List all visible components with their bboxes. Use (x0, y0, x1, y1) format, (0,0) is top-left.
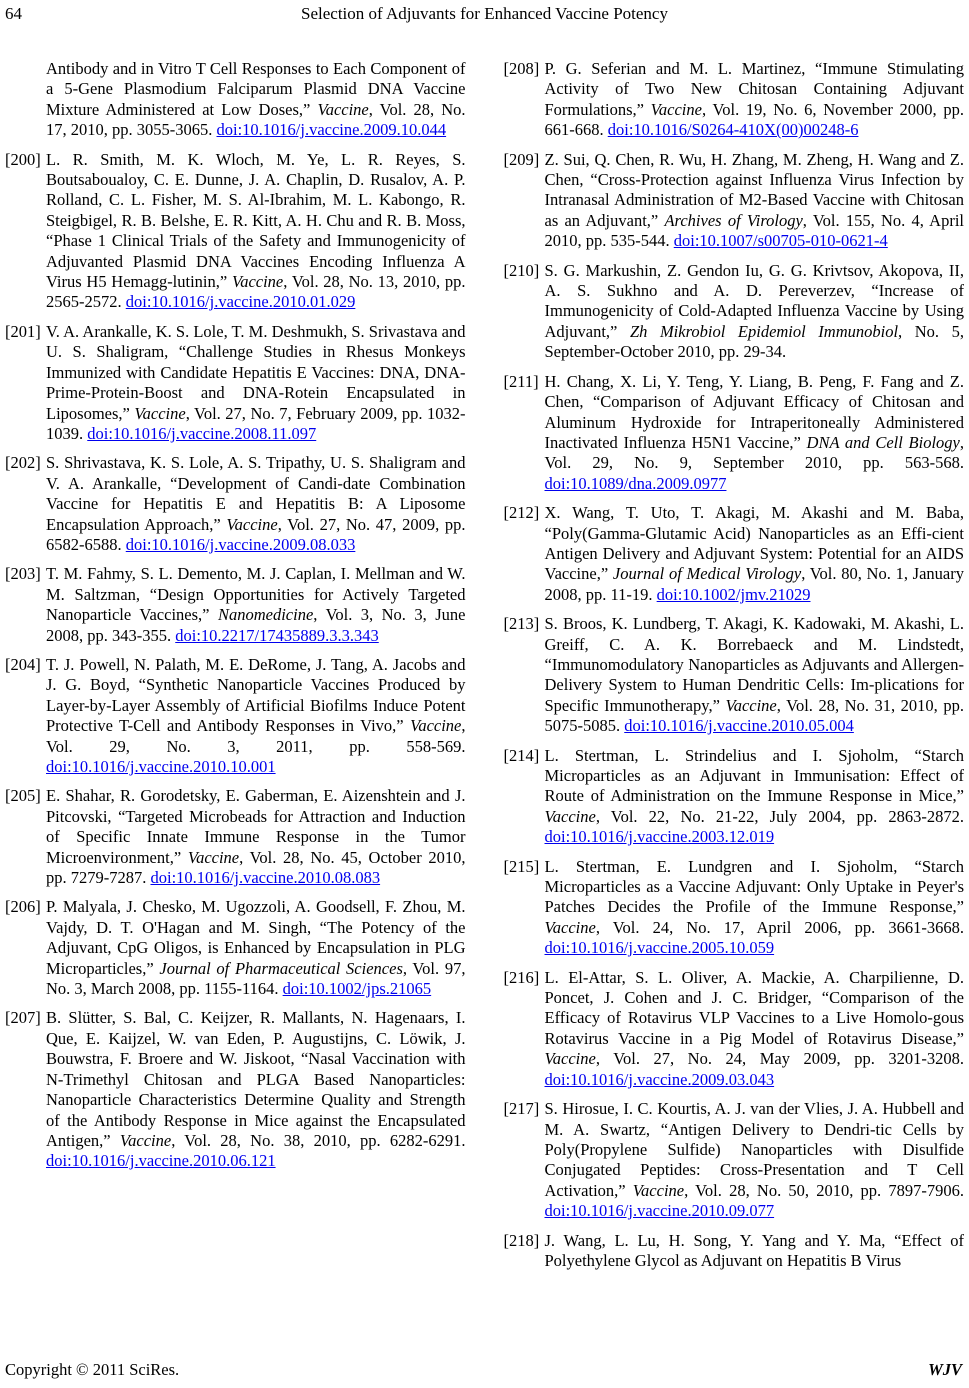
journal-name: Vaccine (226, 514, 278, 534)
citation-text: L. R. Smith, M. K. Wloch, M. Ye, L. R. Reyes, S. Boutsaboualoy, C. E. Dunne, J. A. Chaplin, D. Rusalov, A. P. Rolland, C. L. Fisher, M. S. Al-Ibrahim, M. L. Kabongo, R. Steigbigel, R. B. Belshe, E. R. Kitt, A. H. Chu and R. B. Moss, “Phase 1 Clinical Trials of the Safety and Immunogenicity of Adjuvanted Plasmid DNA Vaccines Encoding Influenza A Virus H5 Hemagg-lutinin,” (46, 149, 466, 292)
citation-text: , Vol. 155, No. 4, April 2010, pp. 535-544. (544, 210, 964, 251)
citation-text: H. Chang, X. Li, Y. Teng, Y. Liang, B. Peng, F. Fang and Z. Chen, “Comparison of Adjuvant Efficacy of Chitosan and Aluminum Hydroxide for Intraperitoneally Administered Inactivated Influenza H5N1 Vaccine,” (544, 371, 964, 452)
reference-number: [210] (503, 260, 540, 280)
citation-text: , Vol. 3, No. 3, June 2008, pp. 343-355. (46, 605, 466, 645)
journal-name: Vaccine (650, 99, 702, 119)
reference-item (504, 746, 965, 848)
citation-text: , Vol. 27, No. 24, May 2009, pp. 3201-3208. (595, 1049, 964, 1069)
journal-name: Vaccine (187, 847, 240, 867)
journal-name: Vaccine (317, 99, 369, 119)
citation-text: , Vol. 29, No. 9, September 2010, pp. 563-568. (544, 432, 964, 473)
doi-link[interactable]: doi:10.1016/j.vaccine.2008.11.097 (87, 423, 317, 443)
citation-text: X. Wang, T. Uto, T. Akagi, M. Akashi and M. Baba, “Poly(Gamma-Glutamic Acid) Nanoparticles as an Effi-cient Antigen Delivery and Adjuvant System: Potential for an AIDS Vaccine,” (544, 503, 964, 584)
reference-number: [209] (503, 149, 540, 169)
journal-name: Vaccine (119, 1130, 172, 1150)
doi-link[interactable]: doi:10.1089/dna.2009.0977 (544, 473, 727, 493)
reference-number: [205] (5, 786, 41, 806)
reference-item-continuation (5, 59, 466, 141)
journal-name: Vaccine (231, 272, 284, 292)
reference-text (46, 59, 466, 139)
citation-text: J. Wang, L. Lu, H. Song, Y. Yang and Y. Ma, “Effect of Polyethylene Glycol as Adjuvant on Hepatitis B Virus (544, 1230, 964, 1270)
reference-number: [200] (5, 149, 41, 169)
reference-item (504, 503, 965, 605)
journal-name: Nanomedicine (217, 605, 314, 625)
doi-link[interactable]: doi:10.1002/jps.21065 (282, 979, 432, 999)
journal-name: Vaccine (410, 716, 462, 736)
references-section (5, 59, 964, 1280)
doi-link[interactable]: doi:10.1002/jmv.21029 (656, 584, 811, 604)
citation-text: , Vol. 29, No. 3, 2011, pp. 558-569. (46, 716, 466, 756)
citation-text: P. G. Seferian and M. L. Martinez, “Immune Stimulating Activity of Two New Chitosan Containing Adjuvant Formulations,” (544, 59, 964, 119)
citation-text: , Vol. 22, No. 21-22, July 2004, pp. 2863-2872. (595, 806, 964, 826)
page-number: 64 (5, 4, 22, 23)
reference-item (5, 150, 466, 313)
journal-abbreviation: WJV (928, 1360, 962, 1379)
page-header (5, 4, 964, 26)
citation-text: V. A. Arankalle, K. S. Lole, T. M. Deshmukh, S. Srivastava and U. S. Shaligram, “Challenge Studies in Rhesus Monkeys Immunized with Candidate Hepatitis E Vaccines: DNA, DNA-Prime-Protein-Boost and DNA-Rotein Encapsulated in Liposomes,” (46, 321, 466, 423)
reference-text (46, 453, 466, 554)
reference-text (545, 150, 965, 251)
citation-text: , Vol. 19, No. 6, November 2000, pp. 661-668. (544, 99, 964, 140)
reference-number: [201] (5, 321, 41, 341)
citation-text: T. M. Fahmy, S. L. Demento, M. J. Caplan, I. Mellman and W. M. Saltzman, “Design Opportunities for Actively Targeted Nanoparticle Vaccines,” (46, 564, 466, 625)
reference-item (504, 59, 965, 141)
citation-text: , Vol. 28, No. 17, 2010, pp. 3055-3065. (46, 99, 466, 140)
reference-item (5, 453, 466, 555)
citation-text: Z. Sui, Q. Chen, R. Wu, H. Zhang, M. Zheng, H. Wang and Z. Chen, “Cross-Protection against Influenza Virus Infection by Intranasal Administration of M2-Based Vaccine with Chitosan as an Adjuvant,” (544, 149, 964, 230)
reference-item (5, 564, 466, 646)
reference-text (545, 261, 965, 362)
citation-text: , Vol. 80, No. 1, January 2008, pp. 11-19. (544, 564, 964, 604)
reference-number: [216] (503, 967, 540, 987)
citation-text: T. J. Powell, N. Palath, M. E. DeRome, J. Tang, A. Jacobs and J. G. Boyd, “Synthetic Nanoparticle Vaccines Produced by Layer-by-Layer Assembly of Artificial Biofilms Induce Potent Protective T-Cell and Antibody Responses in Vivo,” (46, 654, 466, 736)
reference-item (504, 261, 965, 363)
doi-link[interactable]: doi:10.1016/j.vaccine.2010.06.121 (46, 1151, 276, 1171)
citation-text: , Vol. 27, No. 47, 2009, pp. 6582-6588. (46, 514, 466, 554)
journal-name: Vaccine (134, 403, 186, 423)
citation-text: L. El-Attar, S. L. Oliver, A. Mackie, A. Charpilienne, D. Poncet, J. Cohen and J. C. Bridger, “Comparison of the Efficacy of Rotavirus VLP Vaccines to a Live Homolo-gous Rotavirus Vaccine in a Pig Model of Rotavirus Disease,” (544, 967, 964, 1048)
journal-name: Vaccine (632, 1180, 685, 1200)
reference-text (545, 372, 965, 493)
reference-item (504, 372, 965, 494)
citation-text: S. Hirosue, I. C. Kourtis, A. J. van der Vlies, J. A. Hubbell and M. A. Swartz, “Antigen Delivery to Dendri-tic Cells by Poly(Propylene Sulfide) Nanoparticles with Disulfide Conjugated Peptides: Cross-Presentation and T Cell Activation,” (544, 1099, 964, 1200)
reference-text (46, 897, 466, 998)
reference-text (46, 150, 466, 312)
citation-text: , Vol. 28, No. 31, 2010, pp. 5075-5085. (544, 695, 964, 736)
citation-text: , Vol. 28, No. 13, 2010, pp. 2565-2572. (46, 272, 466, 312)
journal-name: Archives of Virology (664, 210, 803, 230)
reference-item (5, 786, 466, 888)
doi-link[interactable]: doi:10.1016/j.vaccine.2009.03.043 (544, 1069, 775, 1089)
reference-item (5, 1008, 466, 1171)
citation-text: S. Broos, K. Lundberg, T. Akagi, K. Kadowaki, M. Akashi, L. Greiff, C. A. K. Borrebaeck and M. Lindstedt, “Immunomodulatory Nanoparticles as Adjuvants and Allergen-Delivery System to Human Dendritic Cells: Im-plications for Specific Immunotherapy,” (544, 614, 964, 715)
reference-text (545, 59, 965, 139)
reference-text (545, 1231, 965, 1270)
citation-text: B. Slütter, S. Bal, C. Keijzer, R. Mallants, N. Hagenaars, I. Que, E. Kaijzel, W. van Eden, P. Augustijns, C. Löwik, J. Bouwstra, F. Broere and W. Jiskoot, “Nasal Vaccination with N-Trimethyl Chitosan and PLGA Based Nanoparticles: Nanoparticle Characteristics Determine Quality and Strength of the Antibody Response in Mice against the Encapsulated Antigen,” (46, 1008, 466, 1150)
reference-number: [204] (5, 654, 41, 674)
reference-item (5, 897, 466, 999)
reference-item (5, 322, 466, 444)
doi-link[interactable]: doi:10.1016/j.vaccine.2010.05.004 (624, 716, 854, 736)
citation-text: , Vol. 24, No. 17, April 2006, pp. 3661-3668. (595, 917, 964, 937)
reference-item (504, 857, 965, 959)
reference-text (545, 614, 965, 735)
journal-name: Vaccine (544, 806, 596, 826)
reference-text (545, 857, 965, 958)
citation-text: L. Stertman, E. Lundgren and I. Sjoholm, “Starch Microparticles as a Vaccine Adjuvant: Only Uptake in Peyer's Patches Decides the Profile of the Immune Response,” (544, 856, 964, 917)
citation-text: , Vol. 97, No. 3, March 2008, pp. 1155-1164. (46, 958, 466, 999)
doi-link[interactable]: doi:10.1016/j.vaccine.2009.10.044 (216, 120, 447, 140)
journal-name: Vaccine (725, 695, 777, 715)
reference-text (46, 322, 466, 443)
reference-item (504, 968, 965, 1090)
journal-name: Zh Mikrobiol Epidemiol Immunobiol (629, 321, 899, 341)
reference-number: [206] (5, 897, 41, 917)
reference-item (504, 150, 965, 252)
citation-text: , Vol. 28, No. 50, 2010, pp. 7897-7906. (684, 1180, 964, 1200)
doi-link[interactable]: doi:10.1016/j.vaccine.2010.08.083 (150, 868, 381, 888)
reference-item (504, 1099, 965, 1221)
reference-item (504, 1231, 965, 1272)
reference-number: [202] (5, 453, 41, 473)
reference-text (46, 655, 466, 776)
reference-number: [217] (503, 1099, 540, 1119)
doi-link[interactable]: doi:10.1016/j.vaccine.2005.10.059 (544, 938, 775, 958)
citation-text: L. Stertman, L. Strindelius and I. Sjoholm, “Starch Microparticles as an Adjuvant in Immunisation: Effect of Route of Administration on the Immune Response in Mice,” (544, 745, 964, 806)
citation-text: , Vol. 27, No. 7, February 2009, pp. 1032-1039. (46, 403, 466, 443)
doi-link[interactable]: doi:10.1016/S0264-410X(00)00248-6 (607, 120, 859, 140)
journal-name: Vaccine (544, 1049, 596, 1069)
reference-text (46, 786, 466, 887)
citation-text: E. Shahar, R. Gorodetsky, E. Gaberman, E. Aizenshtein and J. Pitcovski, “Targeted Microbeads for Attraction and Induction of Specific Innate Immune Response in the Tumor Microenvironment,” (46, 786, 466, 867)
references-column-left (5, 59, 466, 1181)
doi-link[interactable]: doi:10.1016/j.vaccine.2010.10.001 (46, 757, 276, 776)
page-footer (5, 1360, 962, 1380)
journal-name: Journal of Pharmaceutical Sciences (159, 958, 403, 978)
reference-number: [212] (503, 503, 540, 523)
doi-link[interactable]: doi:10.1016/j.vaccine.2009.08.033 (125, 534, 356, 554)
copyright-notice: Copyright © 2011 SciRes. (5, 1360, 180, 1379)
reference-number: [215] (503, 856, 540, 876)
citation-text: , No. 5, September-October 2010, pp. 29-34. (544, 321, 964, 362)
journal-name: Journal of Medical Virology (612, 564, 802, 584)
doi-link[interactable]: doi:10.2217/17435889.3.3.343 (175, 625, 379, 645)
reference-number: [211] (503, 371, 539, 391)
citation-text: , Vol. 28, No. 45, October 2010, pp. 7279-7287. (46, 847, 466, 888)
citation-text: Antibody and in Vitro T Cell Responses to Each Component of a 5-Gene Plasmodium Falciparum Plasmid DNA Vaccine Mixture Administered at Low Doses,” (46, 59, 466, 119)
doi-link[interactable]: doi:10.1016/j.vaccine.2010.09.077 (544, 1201, 775, 1221)
reference-number: [218] (503, 1230, 540, 1250)
citation-text: S. G. Markushin, Z. Gendon Iu, G. G. Krivtsov, Akopova, II, A. S. Sukhno and A. D. Pereverzev, “Increase of Immunogenicity of Cold-Adapted Influenza Vaccine by Using Adjuvant,” (544, 260, 964, 341)
citation-text: S. Shrivastava, K. S. Lole, A. S. Tripathy, U. S. Shaligram and V. A. Arankalle, “Development of Candi-date Combination Vaccine for Hepatitis E and Hepatitis B: A Liposome Encapsulation Approach,” (46, 453, 466, 534)
reference-number: [207] (5, 1008, 41, 1028)
reference-text (545, 1099, 965, 1220)
reference-item (5, 655, 466, 777)
doi-link[interactable]: doi:10.1007/s00705-010-0621-4 (673, 231, 888, 251)
running-title: Selection of Adjuvants for Enhanced Vaccine Potency (301, 4, 668, 23)
citation-text: P. Malyala, J. Chesko, M. Ugozzoli, A. Goodsell, F. Zhou, M. Vajdy, D. T. O'Hagan and M. Singh, “The Potency of the Adjuvant, CpG Oligos, is Enhanced by Encapsulation in PLG Microparticles,” (46, 897, 466, 978)
doi-link[interactable]: doi:10.1016/j.vaccine.2003.12.019 (544, 827, 775, 847)
reference-number: [208] (503, 59, 540, 78)
reference-text (545, 503, 965, 604)
reference-text (46, 1008, 466, 1170)
references-column-right (504, 59, 965, 1280)
reference-number: [213] (503, 614, 540, 634)
reference-number: [203] (5, 564, 41, 584)
reference-text (46, 564, 466, 644)
journal-name: DNA and Cell Biology (806, 432, 960, 452)
citation-text: , Vol. 28, No. 38, 2010, pp. 6282-6291. (171, 1130, 466, 1150)
reference-item (504, 614, 965, 736)
journal-name: Vaccine (544, 917, 596, 937)
reference-text (545, 968, 965, 1089)
doi-link[interactable]: doi:10.1016/j.vaccine.2010.01.029 (125, 292, 356, 312)
reference-text (545, 746, 965, 847)
reference-number: [214] (503, 745, 540, 765)
